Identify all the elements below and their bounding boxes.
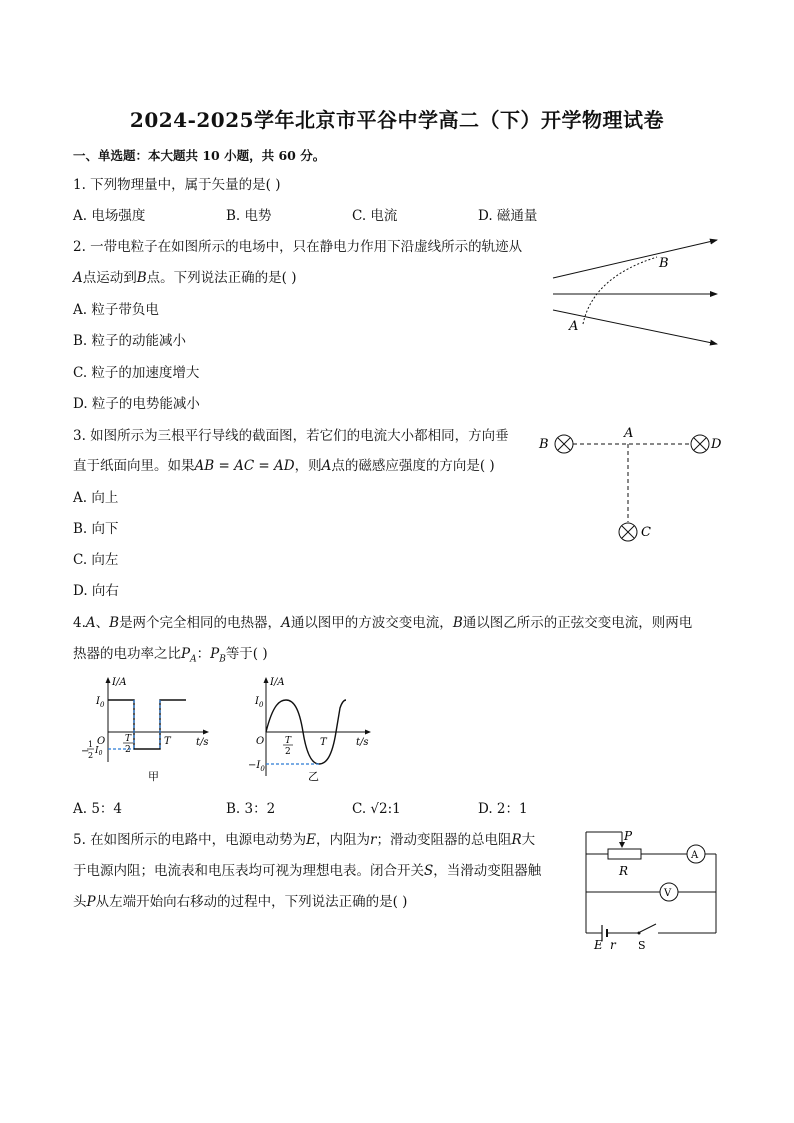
t-label: T xyxy=(320,737,327,748)
q5-text5: 于电源内阻；电流表和电压表均可视为理想电表。闭合开关 xyxy=(73,863,424,879)
figure-caption-yi: 乙 xyxy=(308,770,319,783)
q4-power-b-sub: B xyxy=(219,654,226,665)
q2-option-b[interactable]: B. 粒子的动能减小 xyxy=(73,333,187,349)
q4-power-b: P xyxy=(210,646,220,662)
half-i0-label: $I_0$ xyxy=(95,746,103,757)
q1-option-c[interactable]: C. 电流 xyxy=(352,208,398,224)
q4-text2: 通以图甲的方波交变电流， xyxy=(290,615,453,631)
label-d: D xyxy=(711,437,722,452)
q4-option-b[interactable]: B. 3：2 xyxy=(226,801,276,817)
label-c: C xyxy=(641,525,651,540)
slider-label-p: P xyxy=(624,829,633,843)
q3-option-b[interactable]: B. 向下 xyxy=(73,521,119,537)
q4-number: 4. xyxy=(73,615,86,631)
origin-label: O xyxy=(97,736,106,747)
trajectory-path xyxy=(583,257,657,324)
i0-label: $I_0$ xyxy=(255,696,264,709)
q5-text1: 5. 在如图所示的电路中，电源电动势为 xyxy=(73,832,307,848)
q5-circuit-figure xyxy=(578,826,723,952)
x-axis-label: t/s xyxy=(356,737,369,748)
field-line-top xyxy=(553,240,717,278)
t-half-numerator: T xyxy=(125,734,132,744)
q3-wires-figure xyxy=(535,424,730,546)
q2-stem-text-end: 点。下列说法正确的是( ) xyxy=(146,270,297,286)
q5-text7: 头 xyxy=(73,894,87,910)
ammeter-label: A xyxy=(691,850,699,861)
q3-stem-text3: 点的磁感应强度的方向是( ) xyxy=(331,458,495,474)
q5-text3: ；滑动变阻器的总电阻 xyxy=(376,832,512,848)
q5-text8: 从左端开始向右移动的过程中，下列说法正确的是( ) xyxy=(95,894,408,910)
label-a: A xyxy=(624,426,634,441)
q4-var-a2: A xyxy=(281,615,291,631)
label-point-b: B xyxy=(659,256,669,271)
t-half-denominator: 2 xyxy=(285,747,291,757)
q2-option-a[interactable]: A. 粒子带负电 xyxy=(73,302,159,318)
half-numerator: 1 xyxy=(88,740,94,749)
x-axis-label: t/s xyxy=(196,737,209,748)
battery-label-r: r xyxy=(610,938,616,952)
q5-stem-line2 xyxy=(73,862,541,880)
q3-option-a[interactable]: A. 向上 xyxy=(73,490,119,506)
q5-var-e: E xyxy=(306,832,317,848)
q2-stem-text: 点运动到 xyxy=(82,270,137,286)
figure-caption-jia: 甲 xyxy=(148,770,159,783)
q4-sine-wave-figure xyxy=(248,672,378,790)
q5-text6: ，当滑动变阻器触 xyxy=(433,863,542,879)
switch-blade-icon[interactable] xyxy=(640,924,656,932)
q2-stem-line2 xyxy=(73,269,297,287)
q4-stem-line2 xyxy=(73,645,268,669)
t-half-denominator: 2 xyxy=(125,745,131,755)
q4-option-a[interactable]: A. 5：4 xyxy=(73,801,123,817)
neg-i0-label: $-I_0$ xyxy=(248,760,265,773)
q2-point-a: A xyxy=(73,270,83,286)
q3-point-a: A xyxy=(321,458,332,474)
voltmeter-label: V xyxy=(664,888,672,899)
wire-c-into-page-icon xyxy=(619,523,637,541)
q4-stem-line1 xyxy=(73,614,692,632)
q5-var-p: P xyxy=(86,894,96,910)
wire-b-into-page-icon xyxy=(555,435,573,453)
q4-option-c[interactable]: C. √2:1 xyxy=(352,801,401,817)
battery-label-e: E xyxy=(594,938,603,952)
q3-option-c[interactable]: C. 向左 xyxy=(73,552,119,568)
q2-option-c[interactable]: C. 粒子的加速度增大 xyxy=(73,365,200,381)
q5-stem-line3 xyxy=(73,893,407,911)
label-point-a: A xyxy=(569,319,579,334)
y-axis-label: I/A xyxy=(112,677,127,688)
q4-var-b2: B xyxy=(452,615,463,631)
q4-text3: 通以图乙所示的正弦交变电流，则两电 xyxy=(462,615,693,631)
rheostat-resistor xyxy=(608,849,641,859)
q3-equation: AB = AC = AD xyxy=(194,458,295,474)
label-b: B xyxy=(539,437,549,452)
t-half-numerator: T xyxy=(285,736,292,746)
q4-text4: 热器的电功率之比 xyxy=(73,646,181,662)
q4-text5: 等于( ) xyxy=(225,646,268,662)
q1-option-b[interactable]: B. 电势 xyxy=(226,208,272,224)
q4-colon: ： xyxy=(196,646,211,662)
section-heading: 一、单选题：本大题共 10 小题，共 60 分。 xyxy=(73,148,326,163)
rheostat-label-r: R xyxy=(619,864,629,878)
neg-sign: − xyxy=(81,746,90,757)
q5-stem-line1 xyxy=(73,831,535,849)
q5-var-s: S xyxy=(424,863,434,879)
q4-square-wave-figure xyxy=(78,672,218,790)
switch-label-s: S xyxy=(638,939,646,952)
t-label: T xyxy=(164,736,171,747)
wire-d-into-page-icon xyxy=(691,435,709,453)
q5-var-r: r xyxy=(370,832,377,848)
q3-option-d[interactable]: D. 向右 xyxy=(73,583,119,599)
q2-stem-line1: 2. 一带电粒子在如图所示的电场中，只在静电力作用下沿虚线所示的轨迹从 xyxy=(73,239,523,255)
q3-stem-line1: 3. 如图所示为三根平行导线的截面图，若它们的电流大小都相同，方向垂 xyxy=(73,428,509,444)
q3-stem-text: 直于纸面向里。如果 xyxy=(73,458,195,474)
q1-stem: 1. 下列物理量中，属于矢量的是( ) xyxy=(73,177,281,193)
q4-option-d[interactable]: D. 2：1 xyxy=(478,801,528,817)
page-title: 2024-2025学年北京市平谷中学高二（下）开学物理试卷 xyxy=(129,108,665,132)
q2-option-d[interactable]: D. 粒子的电势能减小 xyxy=(73,396,200,412)
q3-stem-line2 xyxy=(73,457,495,475)
square-wave xyxy=(108,700,186,749)
q5-text4: 大 xyxy=(521,832,536,848)
q4-power-a: P xyxy=(181,646,191,662)
y-axis-label: I/A xyxy=(270,677,285,688)
half-denominator: 2 xyxy=(88,751,94,760)
q4-sep: 、 xyxy=(95,615,110,631)
q5-text2: ，内阻为 xyxy=(316,832,371,848)
q1-option-d[interactable]: D. 磁通量 xyxy=(478,208,538,224)
q4-text1: 是两个完全相同的电热器， xyxy=(119,615,282,631)
q3-stem-text2: ，则 xyxy=(294,458,322,474)
q2-field-figure xyxy=(545,232,725,352)
origin-label: O xyxy=(256,736,265,747)
q4-power-a-sub: A xyxy=(190,654,197,665)
q2-point-b: B xyxy=(136,270,147,286)
i0-label: $I_0$ xyxy=(96,696,105,709)
q1-option-a[interactable]: A. 电场强度 xyxy=(73,208,146,224)
q4-var-b: B xyxy=(109,615,120,631)
q4-var-a: A xyxy=(85,615,96,631)
q5-var-rr: R xyxy=(511,832,522,848)
